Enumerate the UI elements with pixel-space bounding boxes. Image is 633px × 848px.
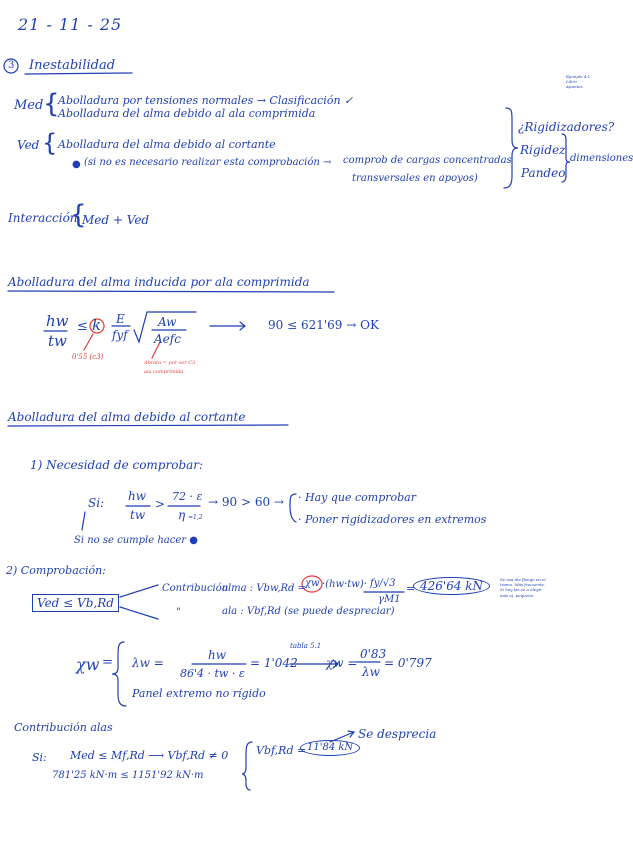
- step2-ala-mark: ": [176, 607, 181, 618]
- corner-note-line: Libro: [566, 79, 577, 85]
- chi2-val: = 0'797: [384, 656, 432, 670]
- step1-result: → 90 > 60 →: [208, 495, 284, 509]
- tabla-ref: tabla 5.1: [290, 642, 322, 650]
- flanges-si: Si:: [32, 751, 47, 764]
- med-line1: Abolladura por tensiones normales → Clasificación ✓: [58, 94, 354, 107]
- step2-box: Ved ≤ Vb,Rd: [32, 594, 119, 612]
- med-brace: {: [43, 89, 60, 119]
- ved-brace: {: [42, 129, 58, 157]
- flange-E: E: [116, 312, 125, 326]
- lambda-den: 86'4 · tw · ε: [180, 667, 245, 680]
- step2-side-note: Se usa ala flange en el tramo. Más frecuente. Si hay las se a elegir más ej. pequeño.: [500, 577, 546, 598]
- flange-tw: tw: [48, 332, 67, 350]
- section3-underline: [25, 73, 132, 74]
- ved-line1: Abolladura del alma debido al cortante: [58, 138, 276, 151]
- step2-alma-result: 426'64 kN: [413, 577, 490, 595]
- step1-hw: hw: [128, 489, 146, 503]
- step2-ala: ala : Vbf,Rd (se puede despreciar): [222, 606, 395, 617]
- sec-shear-title: Abolladura del alma debido al cortante: [8, 410, 246, 424]
- right-list-pandeo: Pandeo: [521, 166, 566, 180]
- panel-note: Panel extremo no rígido: [132, 687, 266, 700]
- step2-chi: χw: [305, 578, 320, 589]
- step1-si: Si:: [88, 496, 105, 510]
- step2-fy: fy/√3: [370, 578, 396, 589]
- flange-aw: Aw: [158, 315, 177, 329]
- step1-den: η: [178, 508, 186, 522]
- sec-shear-underline: [8, 425, 288, 426]
- flanges-cond: Med ≤ Mf,Rd ⟶ Vbf,Rd ≠ 0: [70, 749, 229, 762]
- ved-line2b: comprob de cargas concentradas: [343, 155, 512, 166]
- step1-gt: >: [155, 497, 166, 511]
- chi2-num: 0'83: [360, 647, 387, 661]
- interaction-brace: {: [70, 200, 87, 230]
- med-line2: Abolladura del alma debido al ala comprimida: [58, 107, 316, 120]
- flanges-desprecia: Se desprecia: [358, 727, 437, 741]
- step2-gamma: γM1: [378, 594, 401, 605]
- flanges-vbf: Vbf,Rd =: [256, 744, 307, 757]
- step2-label: 2) Comprobación:: [6, 564, 106, 577]
- flange-result: 90 ≤ 621'69 → OK: [268, 318, 379, 332]
- flange-fyf: fyf: [112, 328, 128, 342]
- flange-hw: hw: [46, 312, 69, 330]
- sec-flange-title: Abolladura del alma inducida por ala comprimida: [8, 275, 310, 289]
- flange-note-k: 0'55 (c3): [72, 353, 104, 361]
- section-number: 3: [8, 60, 15, 71]
- chi-eq: =: [102, 655, 113, 670]
- step1-label: 1) Necesidad de comprobar:: [30, 458, 204, 472]
- step1-note: Si no se cumple hacer ●: [74, 535, 198, 546]
- flange-k: k: [92, 316, 102, 334]
- right-list-rigidez: Rigidez: [520, 143, 566, 157]
- ved-symbol: Ved: [17, 138, 40, 152]
- date: 21 - 11 - 25: [18, 15, 123, 34]
- right-list-side: dimensiones: [570, 153, 633, 164]
- flange-note-area2: ala comprimida: [144, 369, 184, 375]
- flange-aefc: Aefc: [154, 332, 181, 346]
- chi-symbol: χw: [76, 655, 100, 674]
- flanges-label: Contribución alas: [14, 721, 113, 734]
- step2-chi-rest: ·(hw·tw)·: [322, 579, 367, 590]
- flange-leq: ≤: [77, 319, 88, 334]
- med-symbol: Med: [14, 98, 44, 113]
- flange-note-area: Abrata = por ser C3: [144, 360, 196, 366]
- step2-contrib: Contribución: [162, 583, 229, 594]
- step1-den-sub: =1,2: [188, 514, 203, 521]
- chi2-label: χw =: [326, 656, 358, 670]
- lambda-num: hw: [208, 648, 226, 662]
- step1-tw: tw: [130, 508, 146, 522]
- right-brace: [504, 108, 518, 188]
- ved-line3: transversales en apoyos): [352, 173, 478, 184]
- step1-opt2: · Poner rigidizadores en extremos: [298, 513, 487, 526]
- corner-note-line: Ejemplo 4.1: [566, 74, 591, 79]
- sec-flange-underline: [8, 291, 334, 292]
- lambda-label: λw =: [132, 656, 164, 670]
- flanges-vbf-val: 11'84 kN: [300, 740, 360, 756]
- ved-line2: (si no es necesario realizar esta comprobación →: [84, 157, 332, 168]
- step1-opt1: · Hay que comprobar: [298, 491, 416, 504]
- flanges-vals: 781'25 kN·m ≤ 1151'92 kN·m: [52, 770, 204, 781]
- right-list-question: ¿Rigidizadores?: [518, 120, 615, 134]
- step2-alma: alma : Vbw,Rd =: [222, 583, 306, 594]
- chi2-den: λw: [362, 665, 380, 679]
- step2-eq: =: [406, 582, 416, 595]
- step1-num: 72 · ε: [172, 490, 203, 503]
- interaction-expr: Med + Ved: [82, 213, 150, 227]
- ved-note-bullet: ●: [72, 159, 81, 170]
- corner-note-line: Apuntes: [566, 84, 583, 90]
- section-title: Inestabilidad: [29, 58, 116, 73]
- interaction-label: Interacción: [8, 211, 78, 225]
- corner-note: [566, 74, 594, 90]
- lambda-val: = 1'042: [250, 656, 298, 670]
